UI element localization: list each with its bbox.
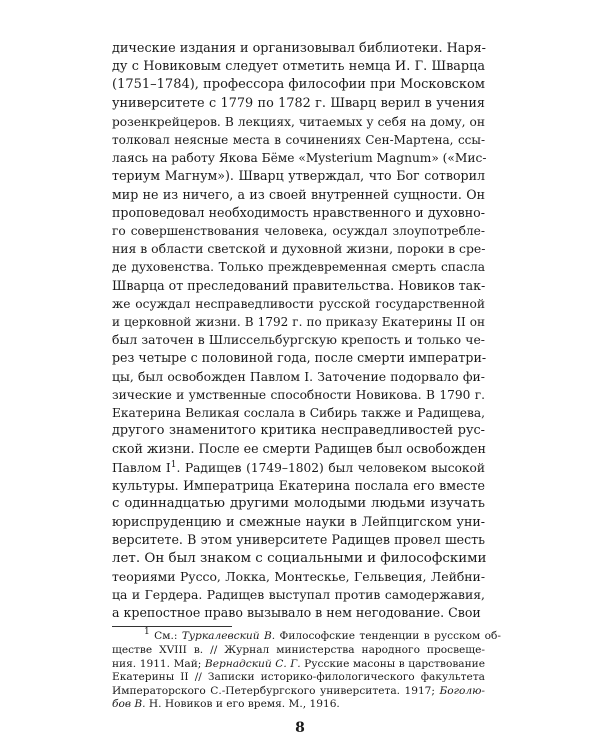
footnote-ref: 1 bbox=[170, 459, 177, 470]
body-line: юриспруденцию и смежные науки в Лейпцигском уни- bbox=[112, 514, 485, 530]
body-line: де духовенства. Только преждевременная смерть спасла bbox=[112, 260, 485, 275]
footnote-author: бов В. bbox=[112, 698, 146, 711]
body-line: культуры. Императрица Екатерина послала его вместе bbox=[112, 477, 485, 493]
footnote-line bbox=[112, 698, 485, 711]
body-line: ния в области светской и духовной жизни, пороки в сре- bbox=[112, 241, 486, 257]
body-line: а крепостное право вызывало в нем негодование. Свои bbox=[112, 605, 481, 621]
body-line: проповедовал необходимость нравственного и духовно- bbox=[112, 204, 485, 220]
body-line: был заточен в Шлиссельбургскую крепость и только че- bbox=[112, 332, 485, 348]
body-line: териум Магнум»). Шварц утверждал, что Бог сотворил bbox=[112, 168, 485, 184]
footnote-author: Боголю- bbox=[439, 684, 486, 697]
footnote-line bbox=[128, 627, 501, 643]
footnote-line: Екатерины II // Записки историко-филологического факультета bbox=[112, 671, 485, 684]
body-line: университете с 1779 по 1782 г. Шварц верил в учения bbox=[112, 95, 485, 111]
footnote-divider bbox=[112, 626, 232, 627]
body-line-rest: . Радищев (1749–1802) был человеком высокой bbox=[176, 460, 485, 475]
body-line: цы, был освобожден Павлом I. Заточение подорвало фи- bbox=[112, 368, 485, 384]
body-line: зические и умственные способности Новикова. В 1790 г. bbox=[112, 387, 485, 402]
body-line: другого знаменитого критика несправедливостей рус- bbox=[112, 423, 485, 439]
footnote-author: Вернадский С. Г. bbox=[204, 657, 301, 670]
body-line: с одиннадцатью другими молодыми людьми изучать bbox=[112, 496, 485, 511]
body-line: ду с Новиковым следует отметить немца И. Г. Шварца bbox=[112, 59, 485, 75]
body-line: Шварца от преследований правительства. Новиков так- bbox=[112, 277, 486, 293]
body-line: толковал неясные места в сочинениях Сен-Мартена, ссы- bbox=[112, 133, 485, 147]
footnote-text: Н. Новиков и его время. М., 1916. bbox=[148, 698, 340, 711]
footnote-author: Туркалевский В. bbox=[181, 630, 276, 643]
footnote-text: Русские масоны в царствование bbox=[304, 657, 485, 670]
body-line: верситете. В этом университете Радищев провел шесть bbox=[112, 532, 485, 548]
body-line-with-footnote-ref bbox=[112, 459, 485, 477]
body-line: мир не из ничего, а из своей внутренней сущности. Он bbox=[112, 186, 485, 202]
body-line-start: Павлом I bbox=[112, 460, 171, 475]
body-line: (1751–1784), профессора философии при Московском bbox=[112, 77, 485, 93]
body-line: дические издания и организовывал библиотеки. Наря- bbox=[112, 41, 486, 56]
body-line: ской жизни. После ее смерти Радищев был освобожден bbox=[112, 441, 486, 457]
footnote-text: Философские тенденции в русском об- bbox=[279, 630, 501, 643]
body-line: Екатерина Великая сослала в Сибирь также и Радищева, bbox=[112, 406, 485, 420]
footnote-line: ществе XVIII в. // Журнал министерства народного просвеще- bbox=[112, 644, 485, 656]
footnote-line bbox=[112, 658, 485, 671]
body-line: рез четыре с половиной года, после смерти императри- bbox=[112, 350, 487, 366]
body-line: же осуждал несправедливости русской государственной bbox=[112, 296, 485, 311]
body-line: лаясь на работу Якова Бёме «Mysterium Magnum» («Мис- bbox=[112, 151, 487, 166]
body-line: го совершенствования человека, осуждал злоупотребле- bbox=[112, 224, 485, 238]
body-line: и церковной жизни. В 1792 г. по приказу Екатерины II он bbox=[112, 315, 485, 329]
page-number: 8 bbox=[295, 720, 305, 736]
body-line: теориями Руссо, Локка, Монтескье, Гельвеция, Лейбни- bbox=[112, 568, 485, 584]
footnote-lead: См.: bbox=[154, 630, 178, 643]
body-line: лет. Он был знаком с социальными и философскими bbox=[112, 550, 487, 566]
footnote-marker: 1 bbox=[144, 627, 150, 638]
footnote-line bbox=[112, 685, 485, 698]
footnote-text: ния. 1911. Май; bbox=[112, 657, 202, 670]
body-line: ца и Гердера. Радищев выступал против самодержавия, bbox=[112, 587, 485, 602]
footnote-text: Императорского С.-Петербургского университета. 1917; bbox=[112, 684, 435, 697]
body-line: розенкрейцеров. В лекциях, читаемых у себя на дому, он bbox=[112, 114, 485, 129]
